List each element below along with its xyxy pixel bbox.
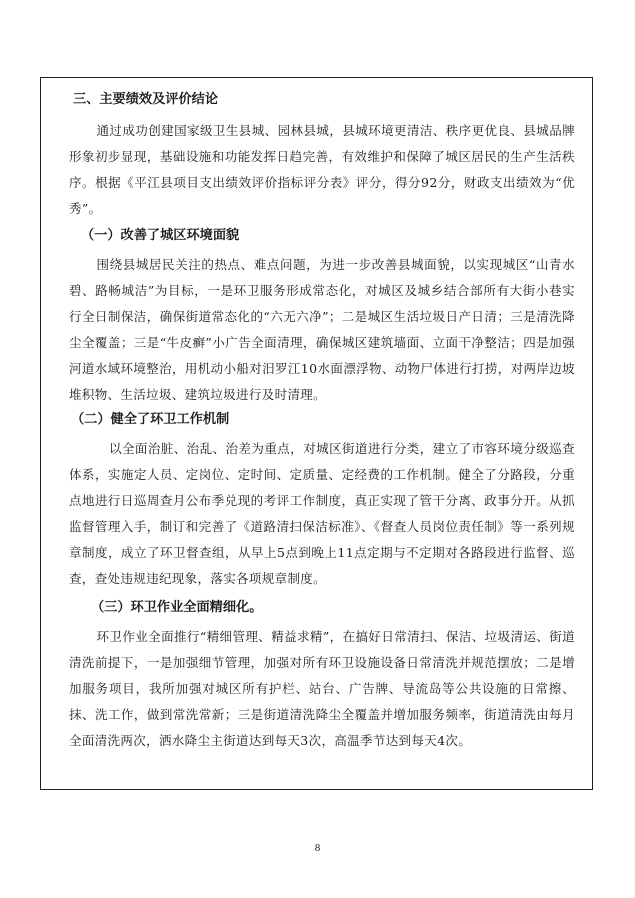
subsection-heading-2: （二）健全了环卫工作机制 <box>71 412 230 427</box>
subsection-heading-3: （三）环卫作业全面精细化。 <box>91 600 263 615</box>
subsection-body-1: 围绕县城居民关注的热点、难点问题，为进一步改善县城面貌，以实现城区“山青水碧、路畅城洁”为目标，一是环卫服务形成常态化，对城区及城乡结合部所有大街小巷实行全日制保洁，确保街道常态化的“六无六净”；二是城区生活垃圾日产日清；三是清洗降尘全覆盖；三是“牛皮癣”小广告全面清理，确保城区建筑墙面、立面干净整洁；四是加强河道水域环境整治，用机动小船对汨罗江10水面漂浮物、动物尸体进行打捞，对两岸边坡堆积物、生活垃圾、建筑垃圾进行及时清理。 <box>69 257 575 402</box>
section-title: 三、主要绩效及评价结论 <box>73 92 219 107</box>
subsection-body-2: 以全面治脏、治乱、治差为重点，对城区街道进行分类，建立了市容环境分级巡查体系，实施定人员、定岗位、定时间、定质量、定经费的工作机制。健全了分路段，分重点地进行日巡周查月公布季兑现的考评工作制度，真正实现了管干分离、政事分开。从抓监督管理入手，制订和完善了《道路清扫保洁标准》、《督查人员岗位责任制》等一系列规章制度，成立了环卫督查组，从早上5点到晚上11点定期与不定期对各路段进行监督、巡查，查处违规违纪现象，落实各项规章制度。 <box>69 441 575 586</box>
subsection-body-3: 环卫作业全面推行“精细管理、精益求精”，在搞好日常清扫、保洁、垃圾清运、街道清洗前提下，一是加强细节管理，加强对所有环卫设施设备日常清洗并规范摆放；二是增加服务项目，我所加强对城区所有护栏、站台、广告牌、导流岛等公共设施的日常擦、抹、洗工作，做到常洗常新；三是街道清洗降尘全覆盖并增加服务频率，街道清洗由每月全面清洗两次，洒水降尘主街道达到每天3次，高温季节达到每天4次。 <box>69 629 575 748</box>
intro-paragraph: 通过成功创建国家级卫生县城、园林县城，县城环境更清洁、秩序更优良、县城品牌形象初步显现，基础设施和功能发挥日趋完善，有效维护和保障了城区居民的生产生活秩序。根据《平江县项目支出绩效评价指标评分表》评分，得分92分，财政支出绩效为“优秀”。 <box>69 123 575 216</box>
subsection-heading-1: （一）改善了城区环境面貌 <box>81 228 240 243</box>
content-frame <box>40 77 593 790</box>
page-number: 8 <box>314 842 321 854</box>
document-body <box>69 90 575 754</box>
